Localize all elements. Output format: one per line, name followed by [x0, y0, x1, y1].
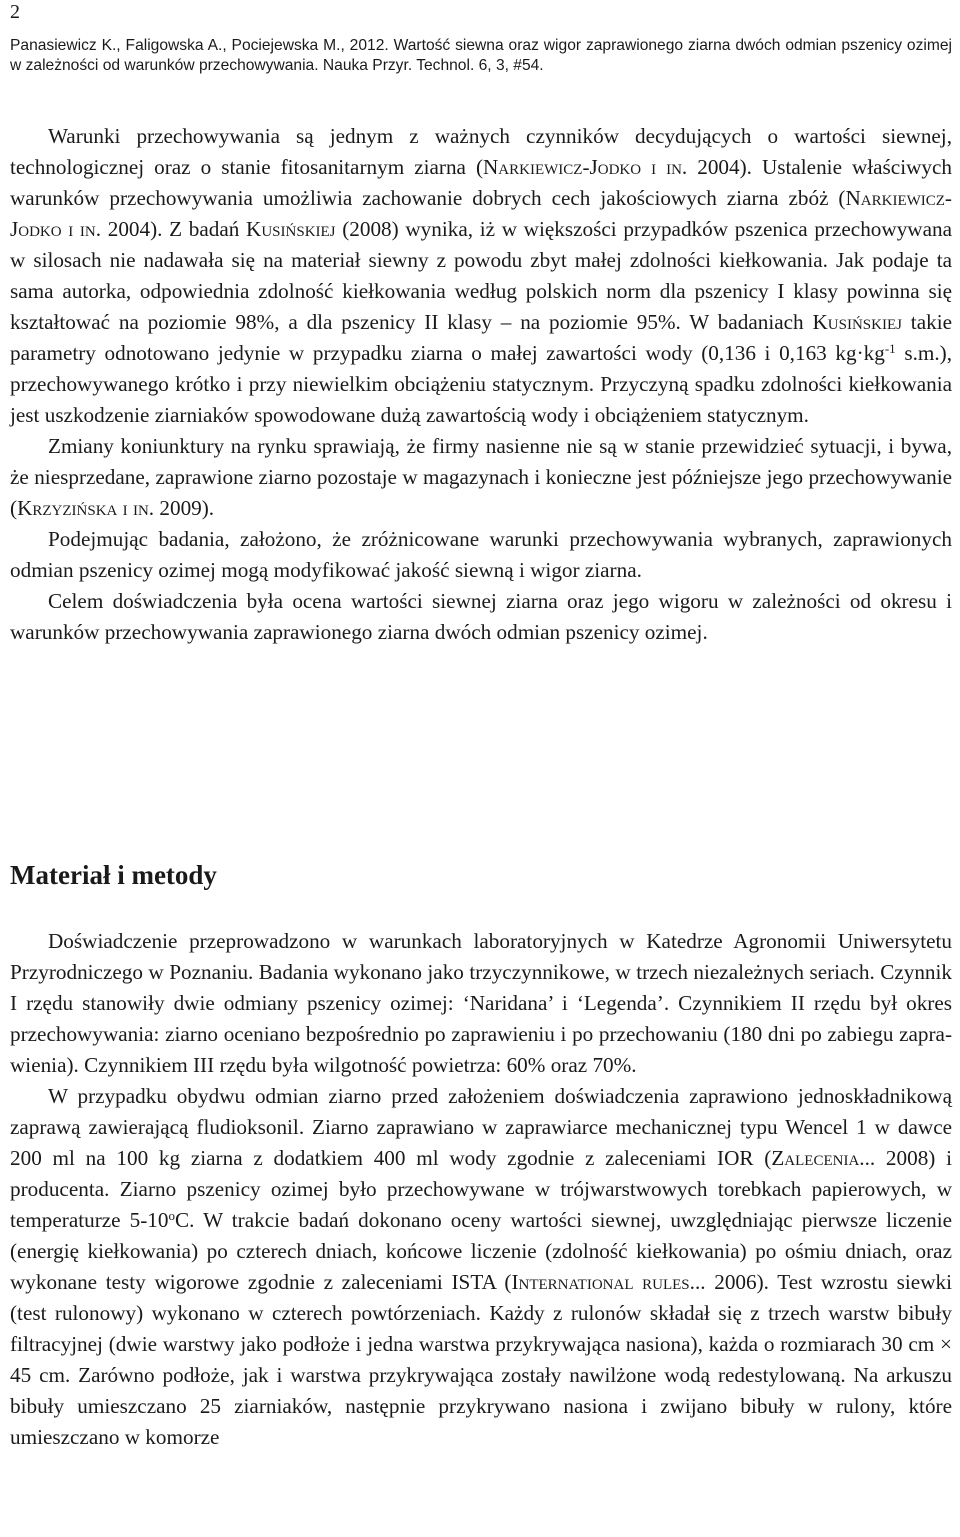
citation-header: Panasiewicz K., Faligowska A., Pociejewska M., 2012. Wartość siewna oraz wigor zaprawionego ziarna dwóch odmian pszenicy ozimej w zależności od warunków przechowywania. Nauka Przyr. Technol. 6, 3, #54. — [10, 37, 952, 74]
intro-paragraph-1 — [10, 121, 952, 431]
text-run: W przypadku obydwu odmian ziarno przed założeniem doświadczenia zaprawiono jednoskładnikową zaprawą zawierającą fludioksonil. Ziarno zaprawiano w zaprawiarce mechanicznej typu Wencel 1 w dawce 200 ml na 100 kg ziarna z dodatkiem 400 ml wody zgodnie z zaleceniami IOR ( — [10, 1084, 952, 1170]
citation-reference: Kusińskiej — [812, 310, 902, 334]
section-heading: Materiał i metody — [10, 860, 217, 890]
text-run: takie parametry odnotowano jedynie w przypadku ziarna o małej zawartości wody (0,136 i 0,163 kg·kg — [10, 310, 952, 365]
page-number: 2 — [10, 1, 20, 23]
text-run: 2009). — [154, 496, 215, 520]
intro-paragraph-2 — [10, 431, 952, 524]
text-run: Zmiany koniunktury na rynku sprawiają, że firmy nasienne nie są w stanie przewidzieć sytuacji, i bywa, że niesprzedane, zaprawione ziarno pozostaje w magazynach i konieczne jest późniejsze jego przechowywanie ( — [10, 434, 952, 520]
text-run: 2006). Test wzrostu siewki (test rulonowy) wykonano w czterech powtórzeniach. Każdy z rulonów składał się z trzech warstw bibuły filtracyjnej (dwie warstwy jako podłoże i jedna warstwa przykrywająca nasiona), każda o rozmiarach 30 cm × 45 cm. Zarówno podłoże, jak i warstwa przykrywająca zostały nawilżone wodą redestylowaną. Na arkuszu bibuły umieszczano 25 ziarniaków, następnie przykrywano nasiona i zwijano bibuły w rulony, które umieszczano w komorze — [10, 1270, 952, 1449]
text-run: (2008) wynika, iż w większości przypadków pszenica przechowywana w silosach nie nadawała się na materiał siewny z powodu zbyt małej zdolności kiełkowania. Jak podaje ta sama autorka, odpowiednia zdolność kiełkowania według polskich norm dla pszenicy I klasy powinna się kształtować na poziomie 98%, a dla pszenicy II klasy – na poziomie 95%. W badaniach — [10, 217, 952, 334]
citation-reference: International rules... — [511, 1270, 706, 1294]
citation-reference: Narkiewicz-Jodko i in. — [483, 155, 688, 179]
superscript: o — [168, 1207, 175, 1223]
citation-reference: Kusińskiej — [246, 217, 336, 241]
methods-section — [10, 926, 952, 1453]
superscript: -1 — [884, 340, 896, 356]
text-run: 2004). Ustalenie właściwych warunków przechowywania umożliwia zachowanie dobrych cech jakościowych ziarna zbóż ( — [10, 155, 952, 210]
methods-paragraph-1: Doświadczenie przeprowadzono w warunkach laboratoryjnych w Katedrze Agronomii Uniwersytetu Przyrodniczego w Poznaniu. Badania wykonano jako trzyczynnikowe, w trzech niezależnych seriach. Czynnik I rzędu stanowiły dwie odmiany pszenicy ozimej: ‘Naridana’ i ‘Legenda’. Czynnikiem II rzędu był okres przechowywania: ziarno oceniano bezpośrednio po zaprawieniu i po przechowaniu (180 dni po zabiegu zaprawienia). Czynnikiem III rzędu była wilgotność powietrza: 60% oraz 70%. — [10, 929, 952, 1077]
citation-reference: Zalecenia... — [771, 1146, 876, 1170]
methods-paragraph-2 — [10, 1081, 952, 1453]
intro-paragraph-4: Celem doświadczenia była ocena wartości siewnej ziarna oraz jego wigoru w zależności od okresu i warunków przechowywania zaprawionego ziarna dwóch odmian pszenicy ozimej. — [10, 589, 952, 644]
intro-paragraph-3: Podejmując badania, założono, że zróżnicowane warunki przechowywania wybranych, zaprawionych odmian pszenicy ozimej mogą modyfikować jakość siewną i wigor ziarna. — [10, 527, 952, 582]
text-run: s.m.), przechowywanego krótko i przy niewielkim obciążeniu statycznym. Przyczyną spadku zdolności kiełkowania jest uszkodzenie ziarniaków spowodowane dużą zawartością wody i obciążeniem statycznym. — [10, 341, 952, 427]
citation-reference: Krzyzińska i in. — [17, 496, 155, 520]
introduction-section — [10, 121, 952, 648]
citation-reference: Narkiewicz-Jodko i in. — [10, 186, 952, 241]
text-run: 2004). Z badań — [101, 217, 247, 241]
text-run: C. W trakcie badań dokonano oceny wartości siewnej, uwzględniając pierwsze liczenie (energię kiełkowania) po czterech dniach, końcowe liczenie (zdolność kiełkowania) po ośmiu dniach, oraz wykonane testy wigorowe zgodnie z zaleceniami ISTA ( — [10, 1208, 952, 1294]
text-run: Warunki przechowywania są jednym z ważnych czynników decydujących o wartości siewnej, technologicznej oraz o stanie fitosanitarnym ziarna ( — [10, 124, 952, 179]
text-run: 2008) i producenta. Ziarno pszenicy ozimej było przechowywane w trójwarstwowych torebkach papierowych, w temperaturze 5-10 — [10, 1146, 953, 1232]
